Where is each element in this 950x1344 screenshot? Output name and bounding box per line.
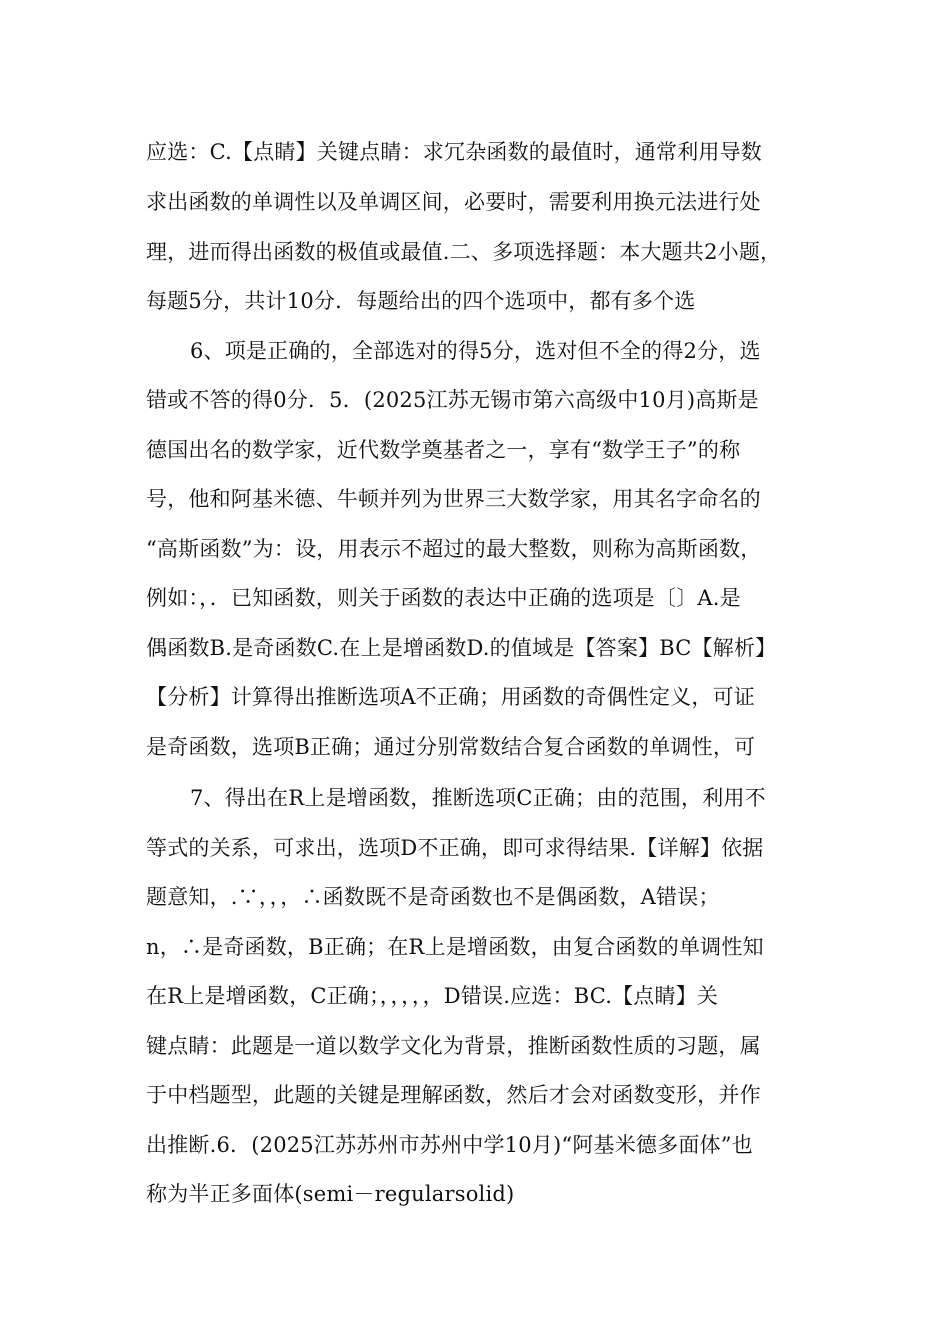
text-line-4: 每题5分，共计10分．每题给出的四个选项中，都有多个选	[146, 289, 696, 313]
text-line-8: 号，他和阿基米德、牛顿并列为世界三大数学家，用其名字命名的	[146, 487, 761, 511]
text-line-14: 7、得出在R上是增函数，推断选项C正确；由的范围，利用不	[190, 786, 766, 810]
text-line-13: 是奇函数，选项B正确；通过分别常数结合复合函数的单调性，可	[146, 735, 756, 759]
text-line-15: 等式的关系，可求出，选项D不正确，即可求得结果.【详解】依据	[146, 836, 764, 860]
text-line-12: 【分析】计算得出推断选项A不正确；用函数的奇偶性定义，可证	[146, 685, 755, 709]
text-line-16: 题意知，.∵，，，∴函数既不是奇函数也不是偶函数，A错误；	[146, 885, 720, 909]
text-line-5: 6、项是正确的，全部选对的得5分，选对但不全的得2分，选	[190, 339, 761, 363]
text-line-11: 偶函数B.是奇函数C.在上是增函数D.的值域是【答案】BC【解析】	[146, 636, 777, 660]
text-line-1: 应选：C.【点睛】关键点睛：求冗杂函数的最值时，通常利用导数	[146, 140, 762, 164]
text-line-18: 在R上是增函数，C正确；，，，，，D错误.应选：BC.【点睛】关	[146, 984, 719, 1008]
text-line-17: n，∴是奇函数，B正确；在R上是增函数，由复合函数的单调性知	[146, 935, 764, 959]
text-line-6: 错或不答的得0分．5．(2025江苏无锡市第六高级中10月)高斯是	[146, 388, 759, 412]
text-line-21: 出推断.6．(2025江苏苏州市苏州中学10月)“阿基米德多面体”也	[146, 1133, 753, 1157]
text-line-20: 于中档题型，此题的关键是理解函数，然后才会对函数变形，并作	[146, 1083, 761, 1107]
text-line-19: 键点睛：此题是一道以数学文化为背景，推断函数性质的习题，属	[146, 1034, 761, 1058]
text-line-9: “高斯函数”为：设，用表示不超过的最大整数，则称为高斯函数，	[146, 537, 762, 561]
text-line-22: 称为半正多面体(semi－regularsolid)	[146, 1182, 515, 1206]
text-line-3: 理，进而得出函数的极值或最值.二、多项选择题：本大题共2小题，	[146, 240, 782, 264]
text-line-10: 例如：，．已知函数，则关于函数的表达中正确的选项是〔〕A.是	[146, 586, 741, 610]
text-line-7: 德国出名的数学家，近代数学奠基者之一，享有“数学王子”的称	[146, 438, 741, 462]
text-line-2: 求出函数的单调性以及单调区间，必要时，需要利用换元法进行处	[146, 190, 761, 214]
